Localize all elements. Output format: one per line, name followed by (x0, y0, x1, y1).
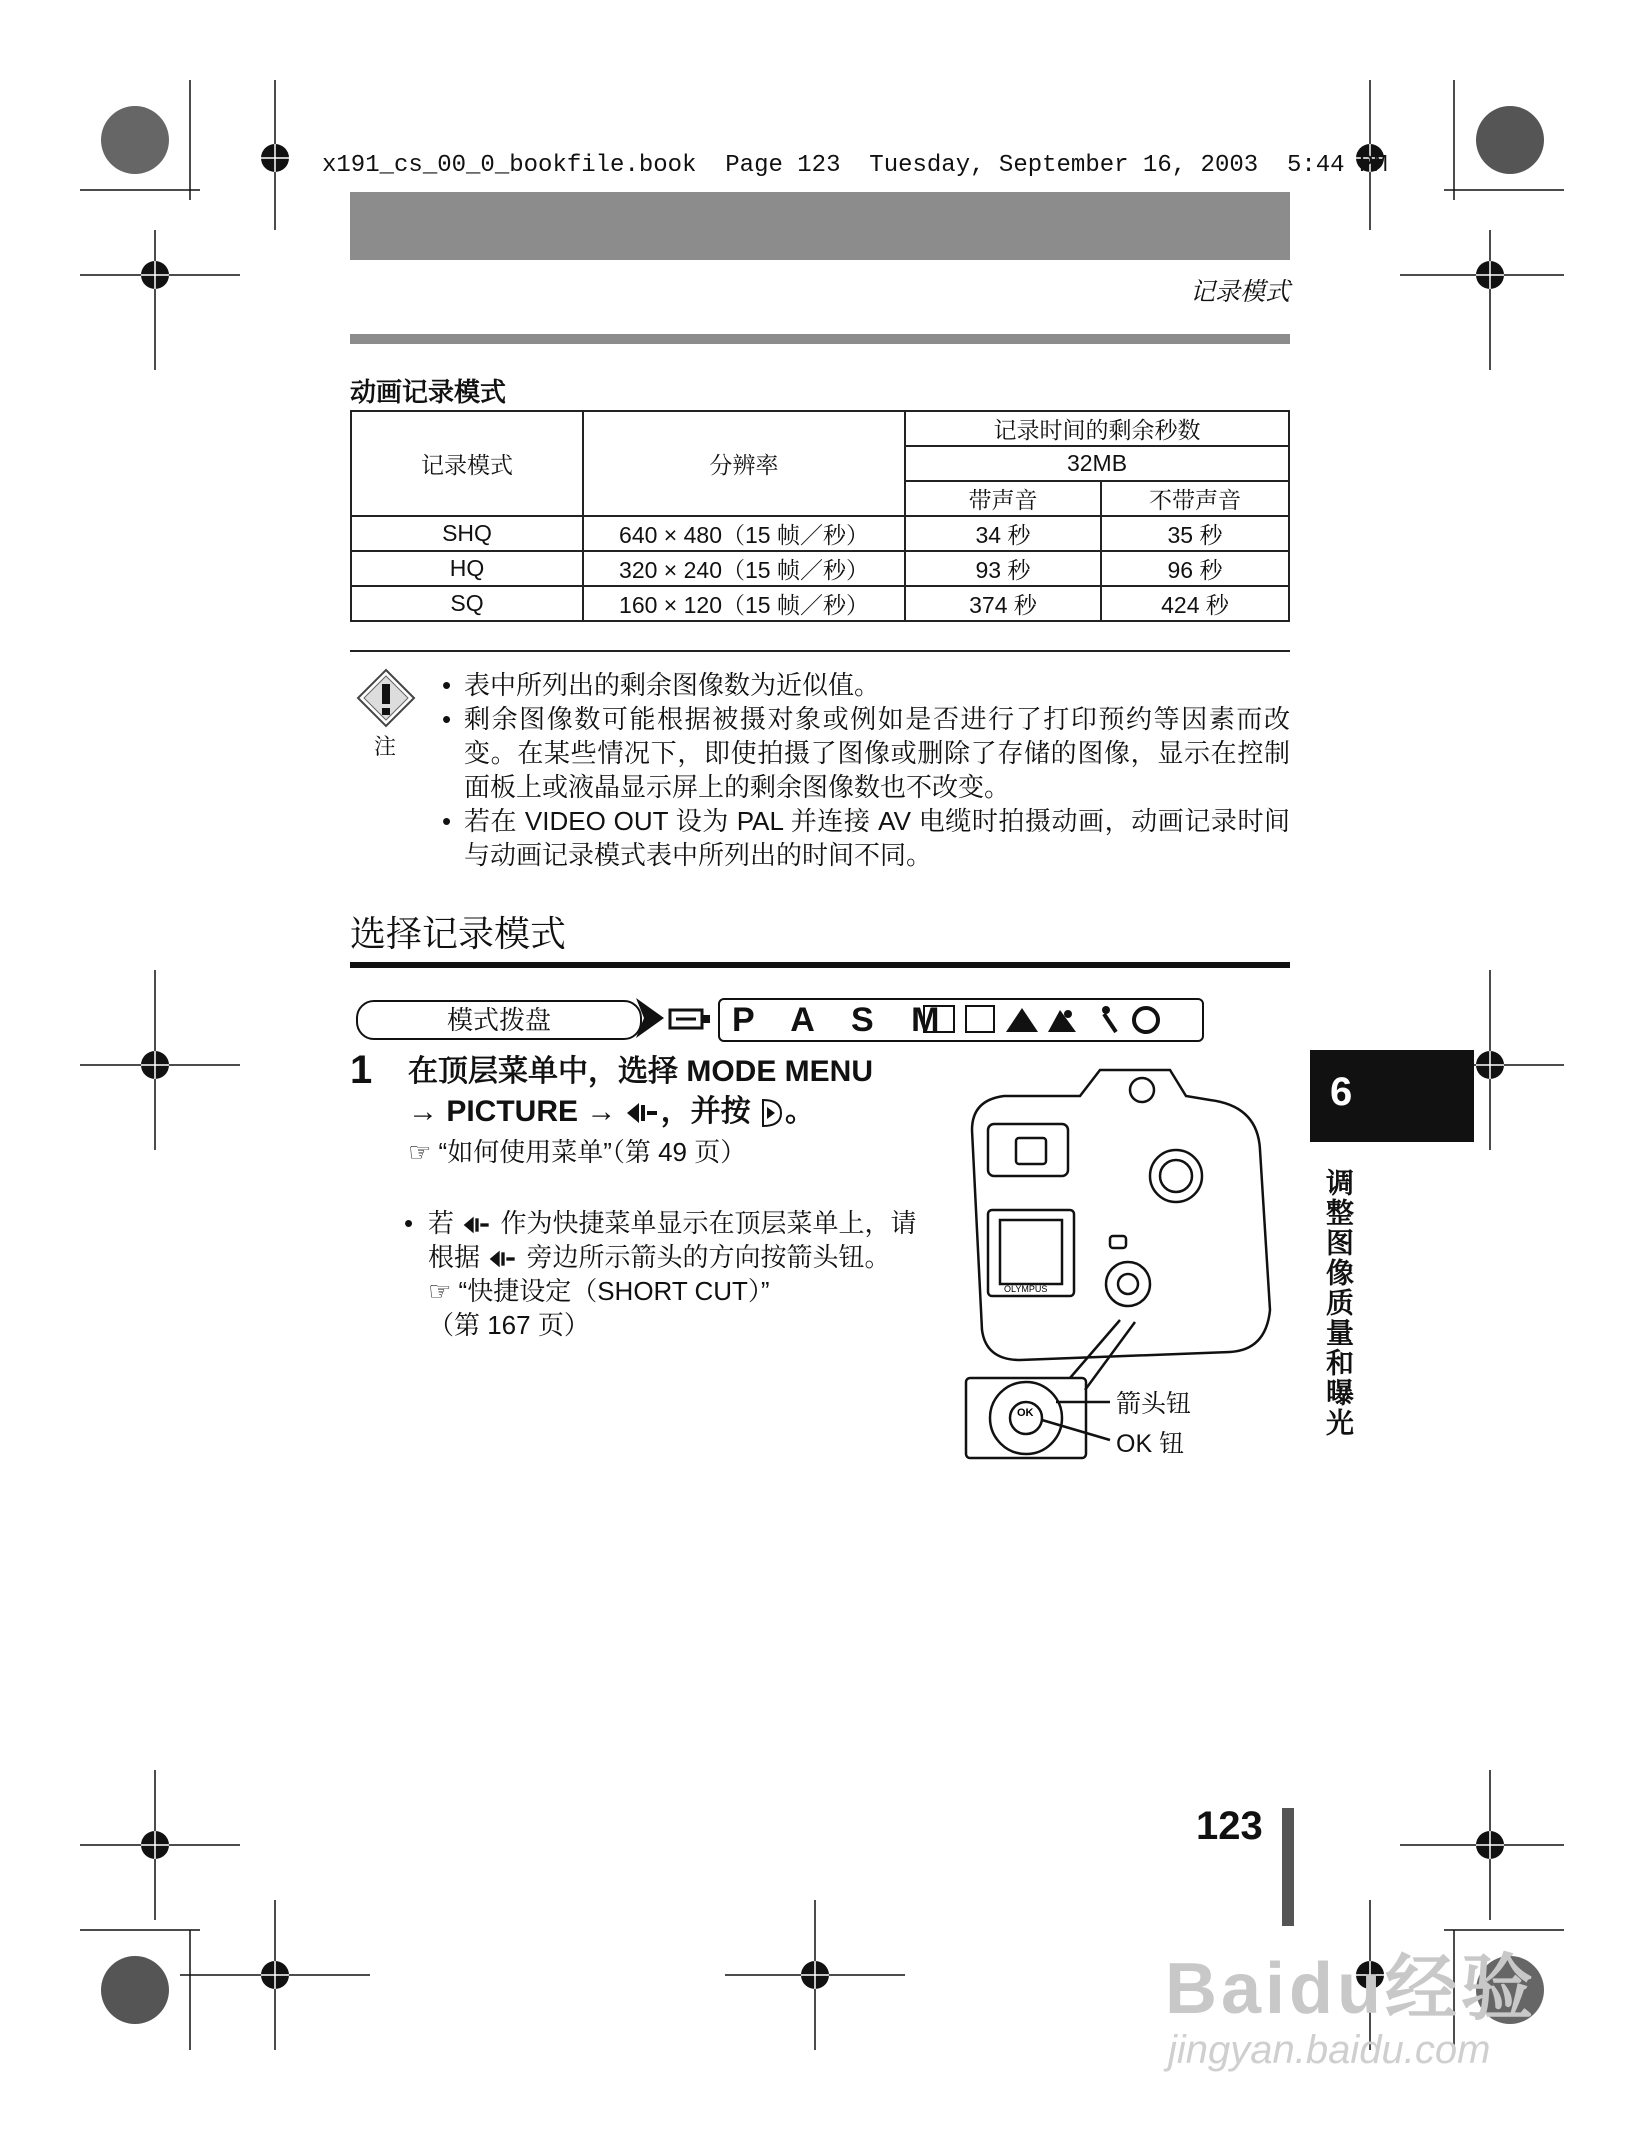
note-item: • 表中所列出的剩余图像数为近似值。 (438, 668, 1290, 702)
chapter-title: 调整图像质量和曝光 (1323, 1168, 1354, 1438)
reference-text: “如何使用菜单”（第 49 页） (438, 1137, 747, 1167)
cell-with-sound: 34 秒 (905, 516, 1101, 551)
watermark-logo: Baidu经验 (1165, 1949, 1538, 2029)
mode-letters: P A S M (732, 1001, 954, 1039)
cell-without-sound: 96 秒 (1101, 551, 1289, 586)
cell-without-sound: 35 秒 (1101, 516, 1289, 551)
arrow-button-callout: 箭头钮 (1116, 1390, 1192, 1418)
watermark-url: jingyan.baidu.com (1168, 2028, 1491, 2072)
col-without-sound-header: 不带声音 (1101, 481, 1289, 516)
movie-table-title: 动画记录模式 (350, 377, 507, 407)
header-band (350, 192, 1290, 260)
mode-dial-label: 模式拨盘 (356, 1000, 642, 1040)
section-heading: 选择记录模式 (350, 913, 567, 954)
page-number-bar (1282, 1808, 1294, 1926)
step-line2b: ，并按 (660, 1095, 760, 1128)
ok-button-label: OK (1017, 1407, 1034, 1419)
cell-resolution: 160 × 120（15 帧／秒） (583, 586, 905, 621)
page-number: 123 (1196, 1804, 1263, 1848)
movie-record-table (350, 410, 1290, 622)
step-number: 1 (350, 1048, 373, 1092)
table-row (351, 516, 1289, 551)
record-mode-icon (487, 1249, 519, 1269)
step-line2c: 。 (785, 1095, 816, 1128)
chapter-number: 6 (1330, 1070, 1353, 1114)
record-mode-icon (461, 1215, 493, 1235)
note-item: • 剩余图像数可能根据被摄对象或例如是否进行了打印预约等因素而改变。在某些情况下，即使拍摄了图像或删除了存储的图像，显示在控制面板上或液晶显示屏上的剩余图像数也不改变。 (438, 702, 1290, 804)
cell-without-sound: 424 秒 (1101, 586, 1289, 621)
arrow-right-icon (636, 996, 666, 1040)
ok-button-callout: OK 钮 (1116, 1430, 1185, 1458)
cell-mode: HQ (351, 551, 583, 586)
caution-icon (356, 668, 416, 728)
scene-mode-icons (920, 1000, 1184, 1038)
movie-mode-icon (668, 1006, 712, 1032)
cell-with-sound: 374 秒 (905, 586, 1101, 621)
cell-mode: SHQ (351, 516, 583, 551)
col-resolution-header: 分辨率 (583, 411, 905, 516)
table-bottom-rule (350, 650, 1290, 652)
shortcut-text-b: 作为快捷菜单显示在顶层菜单上，请根据 (428, 1208, 917, 1272)
running-section-title: 记录模式 (1189, 278, 1290, 306)
cell-resolution: 320 × 240（15 帧／秒） (583, 551, 905, 586)
table-row (351, 586, 1289, 621)
note-item: • 若在 VIDEO OUT 设为 PAL 并连接 AV 电缆时拍摄动画，动画记录时间与动画记录模式表中所列出的时间不同。 (438, 804, 1290, 872)
right-arrow-button-icon (759, 1098, 785, 1128)
col-mode-header: 记录模式 (351, 411, 583, 516)
reference-icon: ☞ (428, 1276, 452, 1306)
shortcut-text-a: 若 (428, 1208, 462, 1238)
heading-rule (350, 962, 1290, 968)
col-remaining-header: 记录时间的剩余秒数 (905, 411, 1289, 446)
note-list (438, 668, 1290, 872)
step-instruction (408, 1052, 928, 1172)
reference-text: “快捷设定（SHORT CUT）” (458, 1276, 770, 1306)
cell-with-sound: 93 秒 (905, 551, 1101, 586)
note-label: 注 (374, 734, 397, 759)
record-mode-icon (625, 1101, 661, 1125)
section-rule (350, 334, 1290, 344)
print-file-info: x191_cs_00_0_bookfile.book Page 123 Tuesday, September 16, 2003 5:44 PM (322, 152, 1388, 179)
shortcut-text-c: 旁边所示箭头的方向按箭头钮。 (519, 1242, 891, 1272)
reference-page: （第 167 页） (428, 1310, 590, 1340)
col-card-header: 32MB (905, 446, 1289, 481)
table-row (351, 551, 1289, 586)
cell-resolution: 640 × 480（15 帧／秒） (583, 516, 905, 551)
col-with-sound-header: 带声音 (905, 481, 1101, 516)
step-line1: 在顶层菜单中，选择 MODE MENU (408, 1055, 873, 1088)
reference-icon: ☞ (408, 1137, 432, 1167)
step-line2: → PICTURE → (408, 1095, 625, 1128)
cell-mode: SQ (351, 586, 583, 621)
camera-brand: OLYMPUS (1004, 1284, 1048, 1294)
shortcut-note: • 若 作为快捷菜单显示在顶层菜单上，请根据 旁边所示箭头的方向按箭头钮。 ☞ “快捷设定（SHORT CUT）” （第 167 页） (404, 1206, 924, 1342)
